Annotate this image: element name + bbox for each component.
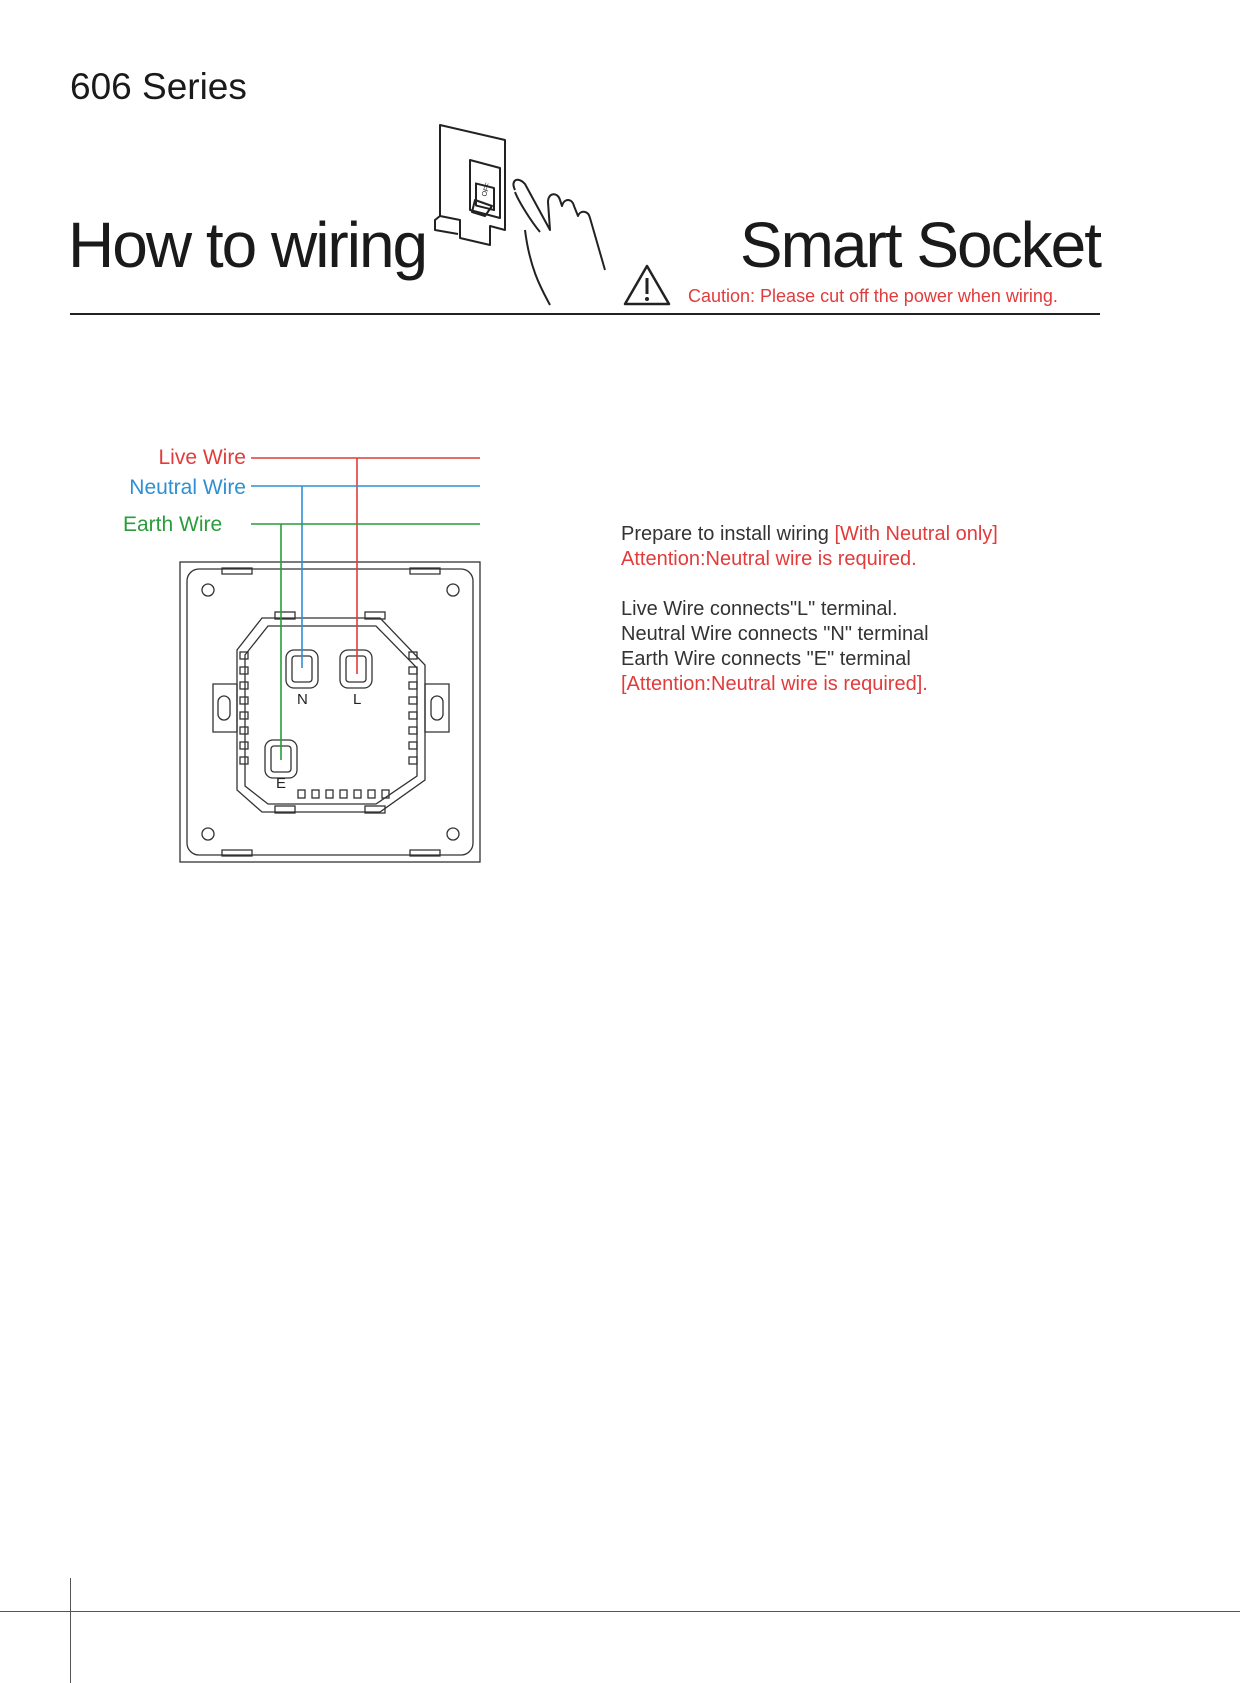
terminal-n-label: N	[297, 691, 308, 708]
series-title: 606 Series	[70, 66, 247, 107]
instruction-earth: Earth Wire connects "E" terminal	[621, 648, 911, 670]
earth-wire-label: Earth Wire	[123, 513, 223, 536]
caution-text: Caution: Please cut off the power when wiring.	[688, 286, 1058, 306]
terminal-e-label: E	[276, 775, 287, 792]
footer-margin-line	[70, 1578, 71, 1683]
footer-divider	[0, 1611, 1240, 1612]
page-title: How to wiring	[68, 209, 427, 281]
prepare-line	[621, 522, 998, 547]
neutral-wire	[251, 486, 480, 668]
prepare-highlight: [With Neutral only]	[834, 523, 998, 545]
live-wire-label: Live Wire	[158, 446, 246, 469]
neutral-wire-label: Neutral Wire	[129, 476, 246, 499]
instruction-live: Live Wire connects"L" terminal.	[621, 598, 898, 620]
attention-bracket: [Attention:Neutral wire is required].	[621, 673, 928, 695]
live-wire	[251, 458, 480, 674]
breaker-off-label: OFF	[481, 182, 493, 198]
socket-back-plate	[180, 562, 480, 862]
prepare-text: Prepare to install wiring	[621, 523, 835, 545]
earth-wire	[251, 524, 480, 760]
instruction-neutral: Neutral Wire connects "N" terminal	[621, 623, 929, 645]
product-title: Smart Socket	[739, 209, 1100, 281]
attention-line: Attention:Neutral wire is required.	[621, 548, 917, 570]
terminal-l-label: L	[353, 691, 362, 708]
